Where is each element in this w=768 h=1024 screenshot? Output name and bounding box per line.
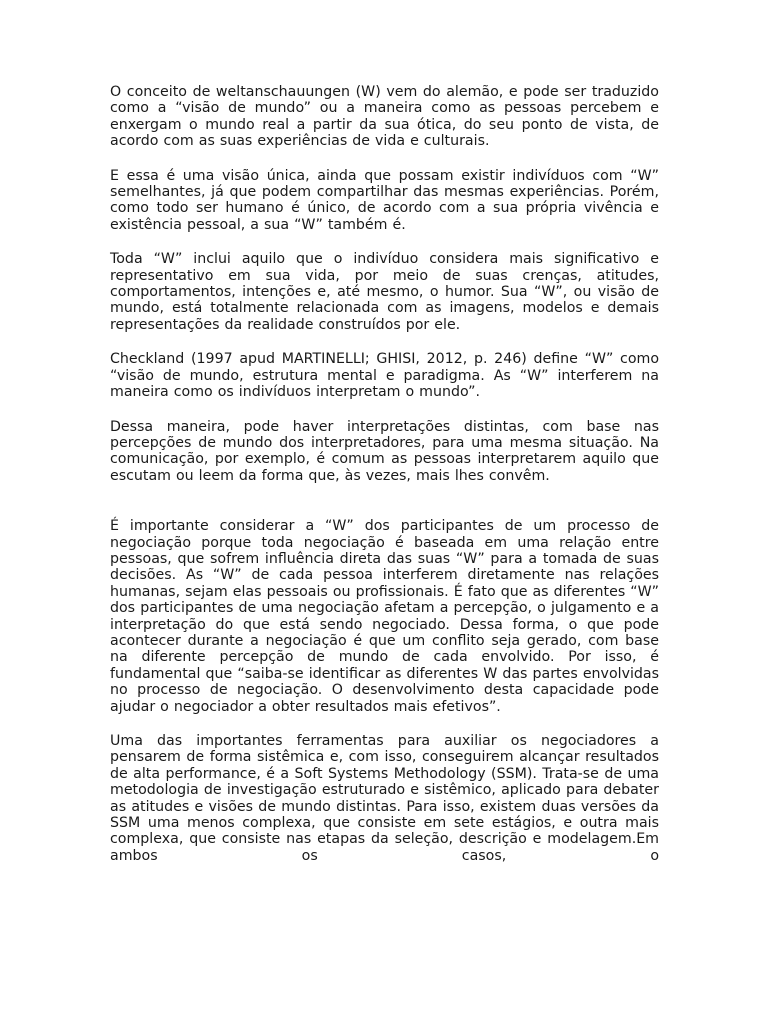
document-page bbox=[110, 84, 659, 864]
paragraph-negotiation-importance: É importante considerar a “W” dos participantes de um processo de negociação porque toda negociação é baseada em uma relação entre pessoas, que sofrem influência direta das suas “W” para a tomada de suas decisões. As “W” de cada pessoa interferem diretamente nas relações humanas, sejam elas pessoais ou profissionais. É fato que as diferentes “W” dos participantes de uma negociação afetam a percepção, o julgamento e a interpretação do que está sendo negociado. Dessa forma, o que pode acontecer durante a negociação é que um conflito seja gerado, com base na diferente percepção de mundo de cada envolvido. Por isso, é fundamental que “saiba-se identificar as diferentes W das partes envolvidas no processo de negociação. O desenvolvimento desta capacidade pode ajudar o negociador a obter resultados mais efetivos”. bbox=[110, 518, 659, 715]
paragraph-checkland-citation: Checkland (1997 apud MARTINELLI; GHISI, 2012, p. 246) define “W” como “visão de mundo, estrutura mental e paradigma. As “W” interferem na maneira como os indivíduos interpretam o mundo”. bbox=[110, 351, 659, 401]
paragraph-unique-worldview: E essa é uma visão única, ainda que possam existir indivíduos com “W” semelhantes, já que podem compartilhar das mesmas experiências. Porém, como todo ser humano é único, de acordo com a sua própria vivência e existência pessoal, a sua “W” também é. bbox=[110, 167, 659, 233]
paragraph-distinct-interpretations: Dessa maneira, pode haver interpretações distintas, com base nas percepções de mundo dos interpretadores, para uma mesma situação. Na comunicação, por exemplo, é comum as pessoas interpretarem aquilo que escutam ou leem da forma que, às vezes, mais lhes convêm. bbox=[110, 418, 659, 484]
paragraph-weltanschauungen-definition: O conceito de weltanschauungen (W) vem do alemão, e pode ser traduzido como a “visão de mundo” ou a maneira como as pessoas percebem e enxergam o mundo real a partir da sua ótica, do seu ponto de vista, de acordo com as suas experiências de vida e culturais. bbox=[110, 84, 659, 150]
paragraph-w-components: Toda “W” inclui aquilo que o indivíduo considera mais significativo e representativo em sua vida, por meio de suas crenças, atitudes, comportamentos, intenções e, até mesmo, o humor. Sua “W”, ou visão de mundo, está totalmente relacionada com as imagens, modelos e demais representações da realidade construídos por ele. bbox=[110, 251, 659, 333]
paragraph-soft-systems-methodology: Uma das importantes ferramentas para auxiliar os negociadores a pensarem de forma sistêmica e, com isso, conseguirem alcançar resultados de alta performance, é a Soft Systems Methodology (SSM). Trata-se de uma metodologia de investigação estruturado e sistêmico, aplicado para debater as atitudes e visões de mundo distintas. Para isso, existem duas versões da SSM uma menos complexa, que consiste em sete estágios, e outra mais complexa, que consiste nas etapas da seleção, descrição e modelagem.Em ambos os casos, o bbox=[110, 733, 659, 864]
